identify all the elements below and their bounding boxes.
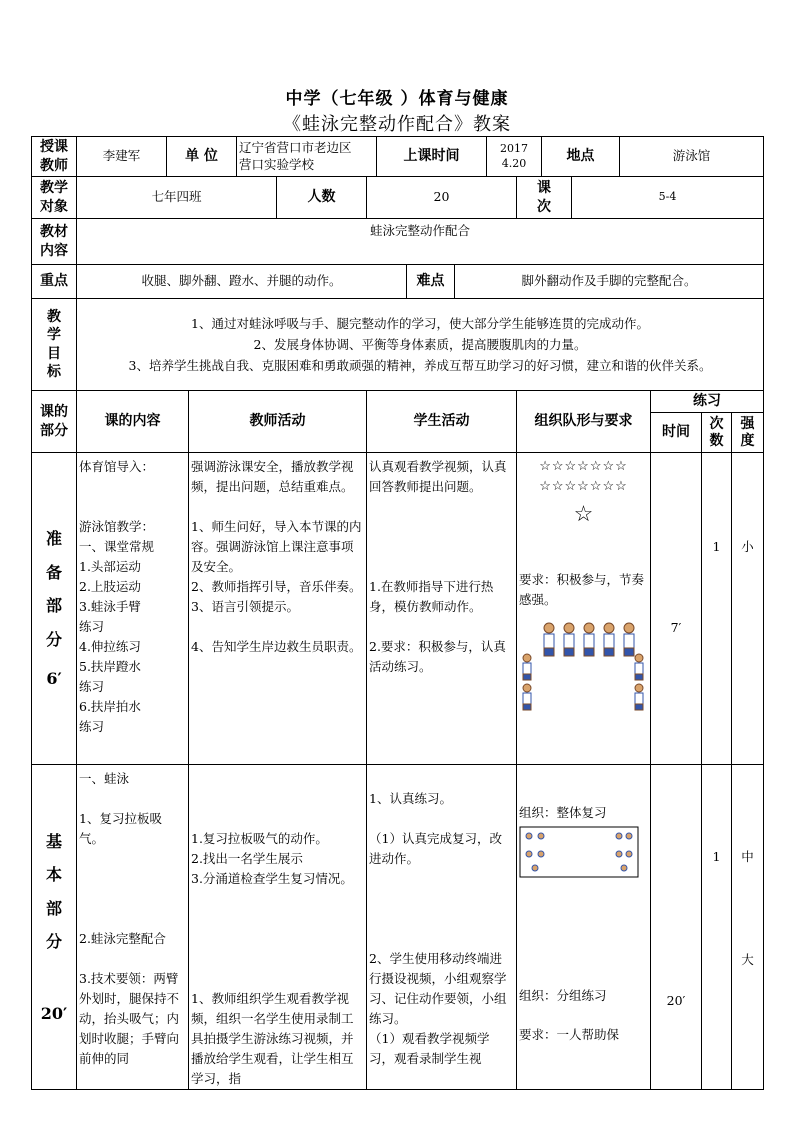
place-label: 地点	[542, 137, 620, 177]
goal-list	[77, 299, 764, 391]
header-content: 课的内容	[77, 391, 189, 453]
unit-value: 辽宁省营口市老边区 营口实验学校	[237, 137, 377, 177]
prep-times: 1	[702, 453, 732, 765]
basic-times: 1	[702, 765, 732, 1090]
lesson-label: 课 次	[517, 177, 572, 219]
prep-org	[517, 453, 651, 765]
diff-label: 难点	[407, 265, 455, 299]
header-intensity: 强 度	[732, 413, 764, 453]
prep-teacher: 强调游泳课安全，播放教学视频，提出问题，总结重难点。 1、师生问好，导入本节课的内容。强调游泳馆上课注意事项及安全。 2、教师指挥引导，音乐伴奏。 3、语言引领提示。 4、告知学生岸边救生员职责。	[189, 453, 367, 765]
prep-part-label: 准 备 部 分	[45, 529, 62, 649]
basic-student: 1、认真练习。 （1）认真完成复习，改进动作。 2、学生使用移动终端进行摄设视频，小组观察学习、记住动作要领，小组练习。 （1）观看教学视频学习，观看录制学生视	[367, 765, 517, 1090]
header-part: 课的 部分	[32, 391, 77, 453]
place-value: 游泳馆	[620, 137, 764, 177]
basic-intensity-1: 中	[741, 849, 754, 864]
content-label: 教材 内容	[32, 219, 77, 265]
basic-org	[517, 765, 651, 1090]
basic-org-3: 要求：一人帮助保	[519, 1026, 620, 1042]
prep-part	[32, 453, 77, 765]
diff-value: 脚外翻动作及手脚的完整配合。	[455, 265, 764, 299]
lesson-table	[31, 390, 764, 1090]
goal-item: 2、发展身体协调、平衡等身体素质，提高腰腹肌肉的力量。	[253, 336, 587, 352]
teacher-value: 李建军	[77, 137, 167, 177]
basic-intensity	[732, 765, 764, 1090]
pool-illustration	[519, 826, 639, 878]
header-time: 时间	[651, 413, 702, 453]
basic-time	[651, 765, 702, 1090]
basic-content: 一、蛙泳 1、复习拉板吸气。 2.蛙泳完整配合 3.技术要领：两臂外划时，腿保持不动，抬头吸气；内划时收腿；手臂向前伸的同	[77, 765, 189, 1090]
basic-part-time: 20′	[40, 1003, 68, 1023]
count-label: 人数	[277, 177, 367, 219]
goal-item: 1、通过对蛙泳呼吸与手、腿完整动作的学习，使大部分学生能够连贯的完成动作。	[191, 315, 649, 331]
info-table-3	[31, 264, 764, 391]
goal-label: 教 学 目 标	[32, 299, 77, 391]
header-practice: 练习	[651, 391, 764, 413]
star-row: ☆☆☆☆☆☆☆	[539, 478, 628, 494]
basic-time-value: 20′	[666, 993, 686, 1008]
prep-student: 认真观看教学视频，认真回答教师提出问题。 1.在教师指导下进行热身，模仿教师动作。 2.要求：积极参与，认真活动练习。	[367, 453, 517, 765]
info-table-2	[31, 176, 764, 265]
content-value: 蛙泳完整动作配合	[77, 219, 764, 265]
count-value: 20	[367, 177, 517, 219]
header-teacher: 教师活动	[189, 391, 367, 453]
document-subtitle: 《蛙泳完整动作配合》教案	[283, 114, 511, 135]
target-value: 七年四班	[77, 177, 277, 219]
prep-content: 体育馆导入： 游泳馆教学： 一、课堂常规 1.头部运动 2.上肢运动 3.蛙泳手臂 练习 4.伸拉练习 5.扶岸蹬水 练习 6.扶岸拍水 练习	[77, 453, 189, 765]
teacher-label: 授课 教师	[32, 137, 77, 177]
basic-org-2: 组织：分组练习	[519, 987, 607, 1003]
basic-part	[32, 765, 77, 1090]
info-table	[31, 136, 764, 177]
prep-time: 7′	[651, 453, 702, 765]
goal-item: 3、培养学生挑战自我、克服困难和勇敢顽强的精神，养成互帮互助学习的好习惯，建立和谐的伙伴关系。	[128, 358, 712, 374]
basic-intensity-2: 大	[741, 951, 754, 967]
time-value: 2017 4.20	[487, 137, 542, 177]
star-row: ☆☆☆☆☆☆☆	[539, 459, 628, 474]
basic-part-label: 基 本 部 分	[45, 831, 62, 952]
prep-org-req: 要求：积极参与，节奏感强。	[519, 571, 645, 607]
basic-org-1: 组织：整体复习	[519, 805, 607, 820]
teacher-star-icon: ☆	[573, 502, 594, 527]
lesson-value: 5-4	[572, 177, 764, 219]
basic-teacher: 1.复习拉板吸气的动作。 2.找出一名学生展示 3.分涌道检查学生复习情况。 1、教师组织学生观看教学视频，组织一名学生使用录制工具拍摄学生游泳练习视频，并播放给学生观看，让学生相互学习，指	[189, 765, 367, 1090]
prep-part-time: 6′	[46, 669, 62, 689]
target-label: 教学 对象	[32, 177, 77, 219]
unit-label: 单 位	[167, 137, 237, 177]
prep-intensity: 小	[732, 453, 764, 765]
header-student: 学生活动	[367, 391, 517, 453]
time-label: 上课时间	[377, 137, 487, 177]
students-illustration	[519, 618, 647, 714]
document-title: 中学（七年级 ）体育与健康	[285, 89, 509, 109]
key-label: 重点	[32, 265, 77, 299]
key-value: 收腿、脚外翻、蹬水、并腿的动作。	[77, 265, 407, 299]
header-times: 次 数	[702, 413, 732, 453]
header-org: 组织队形与要求	[517, 391, 651, 453]
